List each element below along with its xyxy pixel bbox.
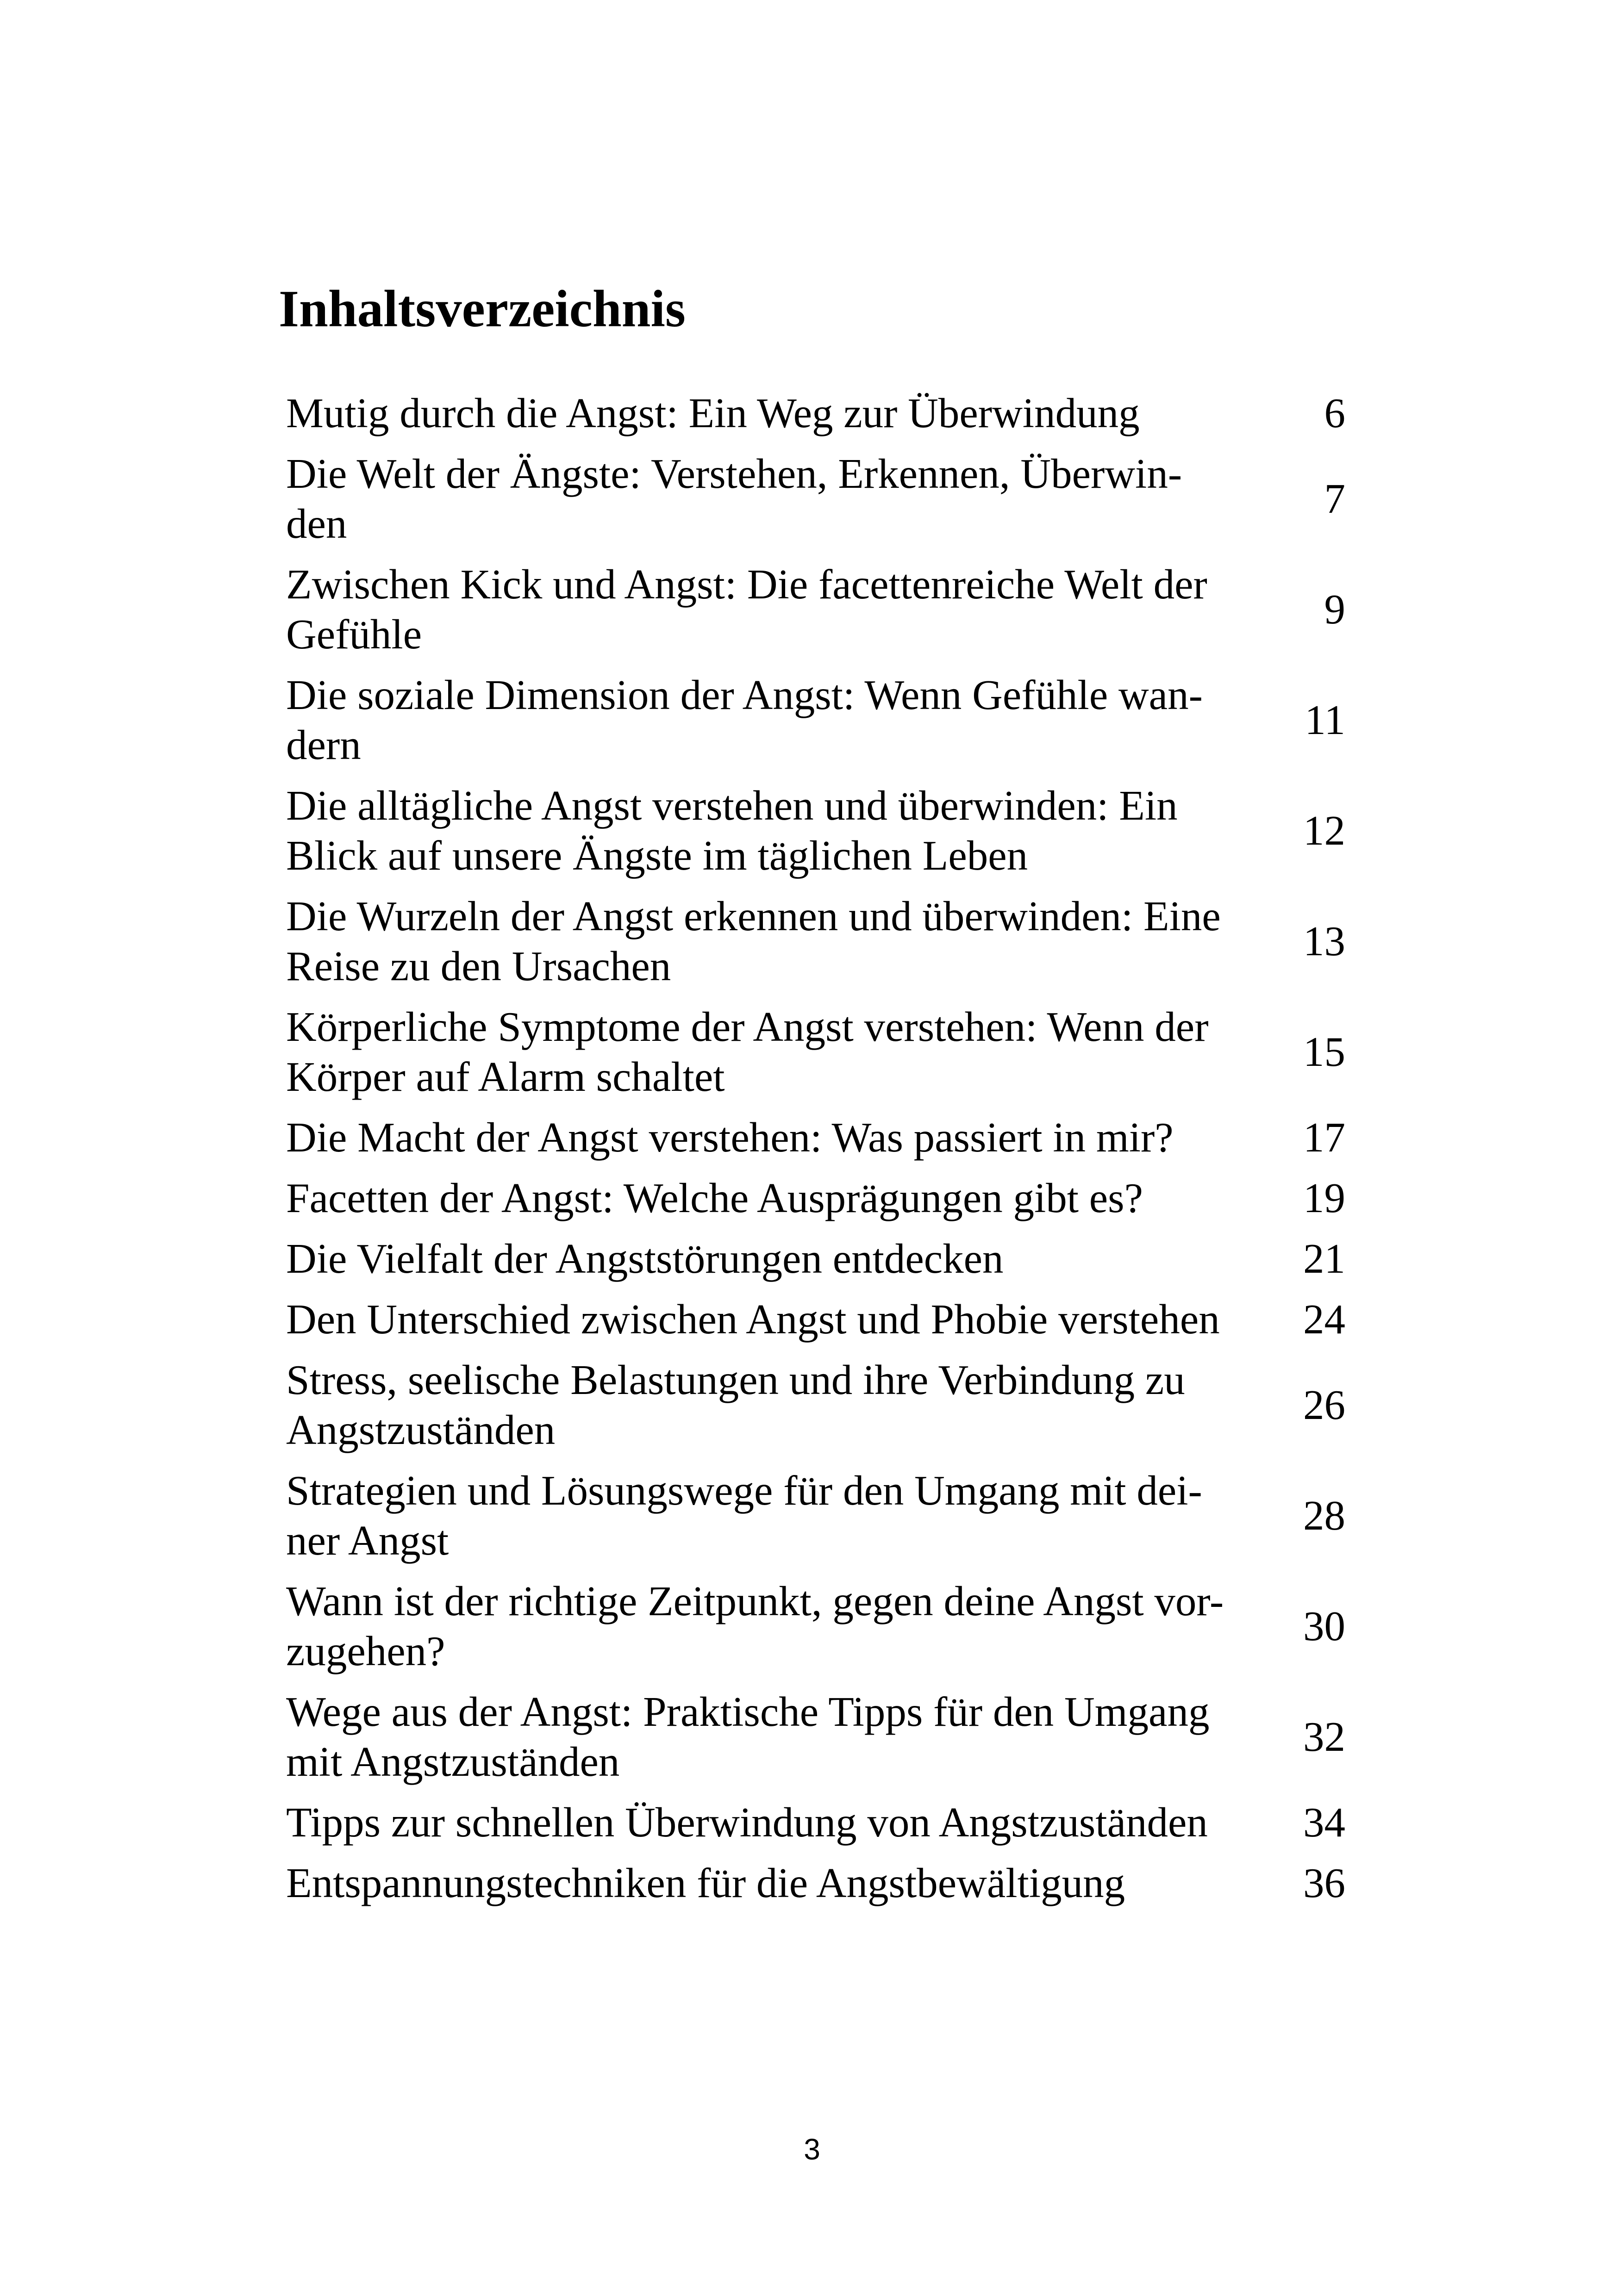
toc-entry-title	[286, 1466, 1281, 1566]
toc-entry	[286, 560, 1345, 660]
toc-entry-title-line: Die soziale Dimension der Angst: Wenn Gefühle wan-	[286, 672, 1203, 718]
toc-entry-title-line: Gefühle	[286, 611, 422, 658]
toc-entry	[286, 1002, 1345, 1102]
toc-entry	[286, 1466, 1345, 1566]
toc-entry-title-line: Blick auf unsere Ängste im täglichen Leben	[286, 832, 1028, 879]
toc-entry-title-line: Wege aus der Angst: Praktische Tipps für den Umgang	[286, 1688, 1210, 1735]
toc-entry-title	[286, 1173, 1281, 1223]
toc-entry-title-line: zugehen?	[286, 1628, 445, 1674]
toc-entry-title	[286, 388, 1281, 438]
toc-entry	[286, 891, 1345, 991]
toc-entry-title-line: Körper auf Alarm schaltet	[286, 1053, 725, 1100]
toc-entry-page: 24	[1303, 1296, 1345, 1343]
toc-entry-page: 15	[1303, 1028, 1345, 1075]
toc-entry	[286, 1858, 1345, 1908]
toc-entry-page: 34	[1303, 1799, 1345, 1846]
toc-entry	[286, 1113, 1345, 1163]
toc-entry-title	[286, 1576, 1281, 1676]
toc-entry-title-line: Die Welt der Ängste: Verstehen, Erkennen, Überwin-	[286, 450, 1182, 497]
toc-entry-title	[286, 781, 1281, 881]
toc-entry-title	[286, 670, 1281, 770]
toc-entry-title	[286, 1234, 1281, 1284]
toc-entry-page: 36	[1303, 1860, 1345, 1906]
toc-entry-page: 11	[1305, 697, 1345, 743]
toc-entry-title-line: den	[286, 500, 347, 547]
toc-entry-title-line: Die Vielfalt der Angststörungen entdecken	[286, 1235, 1004, 1282]
toc-entry-title-line: Wann ist der richtige Zeitpunkt, gegen deine Angst vor-	[286, 1578, 1224, 1624]
toc-entry-title-line: Strategien und Lösungswege für den Umgang mit dei-	[286, 1467, 1202, 1514]
toc-entry-title-line: Reise zu den Ursachen	[286, 943, 671, 989]
toc-list	[286, 388, 1345, 1919]
toc-entry-title	[286, 449, 1281, 549]
toc-entry-title	[286, 1294, 1281, 1344]
toc-entry-title-line: Facetten der Angst: Welche Ausprägungen gibt es?	[286, 1175, 1143, 1221]
toc-heading: Inhaltsverzeichnis	[279, 280, 686, 338]
toc-entry	[286, 1234, 1345, 1284]
toc-entry-title-line: dern	[286, 722, 361, 768]
toc-entry-page: 6	[1324, 390, 1345, 436]
toc-entry-page: 28	[1303, 1492, 1345, 1539]
toc-entry-page: 12	[1303, 807, 1345, 854]
page-number: 3	[804, 2133, 820, 2166]
toc-entry-title-line: Zwischen Kick und Angst: Die facettenreiche Welt der	[286, 561, 1207, 608]
toc-entry-title-line: Die Wurzeln der Angst erkennen und überwinden: Eine	[286, 893, 1221, 940]
toc-entry	[286, 388, 1345, 438]
toc-entry-title-line: Körperliche Symptome der Angst verstehen: Wenn der	[286, 1003, 1209, 1050]
toc-entry-title	[286, 560, 1281, 660]
toc-entry-title-line: Die Macht der Angst verstehen: Was passiert in mir?	[286, 1114, 1174, 1161]
toc-entry-page: 30	[1303, 1603, 1345, 1649]
toc-entry-title	[286, 1355, 1281, 1455]
toc-entry	[286, 1173, 1345, 1223]
toc-entry-page: 32	[1303, 1713, 1345, 1760]
toc-entry-page: 19	[1303, 1175, 1345, 1221]
toc-entry	[286, 449, 1345, 549]
toc-entry-title-line: Stress, seelische Belastungen und ihre Verbindung zu	[286, 1356, 1185, 1403]
toc-entry-title	[286, 1798, 1281, 1848]
toc-entry-title	[286, 1002, 1281, 1102]
toc-entry-title-line: Mutig durch die Angst: Ein Weg zur Überwindung	[286, 390, 1140, 436]
toc-entry-title-line: Tipps zur schnellen Überwindung von Angstzuständen	[286, 1799, 1208, 1846]
toc-entry-page: 26	[1303, 1381, 1345, 1428]
toc-entry-title-line: Entspannungstechniken für die Angstbewältigung	[286, 1860, 1125, 1906]
toc-entry	[286, 1687, 1345, 1787]
toc-entry-page: 7	[1324, 475, 1345, 522]
toc-entry-title	[286, 891, 1281, 991]
toc-entry-title	[286, 1858, 1281, 1908]
toc-entry	[286, 1355, 1345, 1455]
toc-entry	[286, 1798, 1345, 1848]
toc-entry-page: 21	[1303, 1235, 1345, 1282]
toc-entry-title-line: Angstzuständen	[286, 1406, 556, 1453]
toc-entry-title-line: Den Unterschied zwischen Angst und Phobie verstehen	[286, 1296, 1220, 1343]
toc-entry-page: 13	[1303, 918, 1345, 964]
toc-entry-title-line: ner Angst	[286, 1517, 449, 1564]
toc-entry-title	[286, 1113, 1281, 1163]
toc-entry-title	[286, 1687, 1281, 1787]
toc-entry	[286, 670, 1345, 770]
toc-entry	[286, 781, 1345, 881]
toc-entry-page: 17	[1303, 1114, 1345, 1161]
toc-entry	[286, 1294, 1345, 1344]
toc-entry	[286, 1576, 1345, 1676]
toc-entry-title-line: mit Angstzuständen	[286, 1738, 620, 1785]
toc-entry-title-line: Die alltägliche Angst verstehen und überwinden: Ein	[286, 782, 1178, 829]
toc-entry-page: 9	[1324, 586, 1345, 633]
